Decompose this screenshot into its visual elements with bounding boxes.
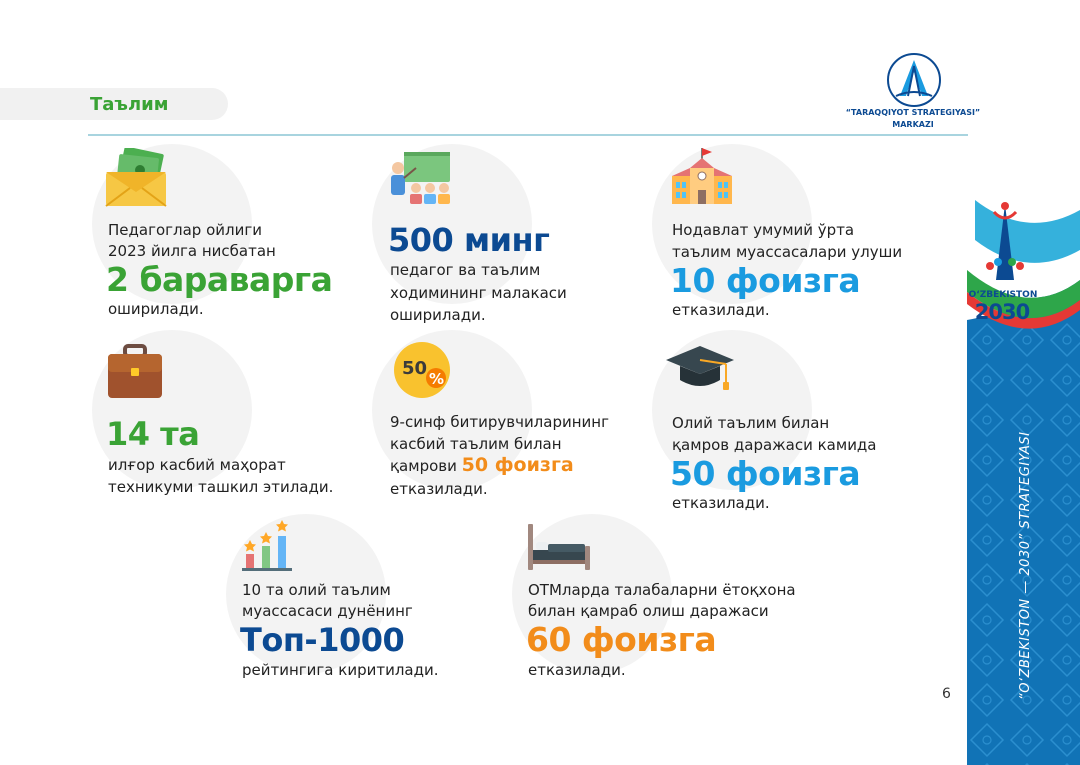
card-text: Педагоглар ойлиги (108, 221, 262, 239)
card-text: ходимининг малакаси (390, 284, 567, 302)
taraqqiyot-logo-icon (886, 52, 942, 108)
card-text: етказилади. (390, 480, 488, 498)
card-highlight: 500 минг (388, 221, 550, 259)
card-text: қамрови (390, 457, 457, 475)
card-highlight: 60 фоизга (526, 620, 717, 659)
uzbekistan-2030-emblem-icon (982, 200, 1028, 290)
card-highlight: Топ-1000 (240, 621, 405, 659)
sidebar-vertical-text: “O‘ZBEKISTON — 2030” STRATEGIYASI (1018, 431, 1033, 700)
rating-chart-icon (240, 518, 294, 572)
card-highlight: 14 та (106, 415, 200, 453)
card-text-line (390, 455, 574, 477)
section-title: Таълим (90, 94, 169, 115)
card-text: 9-синф битирувчиларининг (390, 413, 609, 431)
brand-text-uzbekistan: O‘ZBEKISTON (968, 290, 1038, 300)
header-divider (88, 134, 968, 136)
svg-text:%: % (429, 370, 445, 388)
card-text: муассасаси дунёнинг (242, 602, 413, 620)
brand-text-2030: 2030 (974, 300, 1030, 324)
card-text: етказилади. (672, 301, 770, 319)
card-highlight: 10 фоизга (670, 261, 861, 300)
briefcase-icon (106, 344, 164, 402)
logo-text-line1: “TARAQQIYOT STRATEGIYASI” (845, 108, 981, 117)
card-text: таълим муассасалари улуши (672, 243, 903, 261)
card-text: етказилади. (672, 494, 770, 512)
card-text: етказилади. (528, 661, 626, 679)
teacher-classroom-icon (388, 150, 452, 206)
card-text: 10 та олий таълим (242, 581, 391, 599)
school-building-icon (670, 146, 734, 206)
graduation-cap-icon (664, 344, 736, 394)
card-text: Олий таълим билан (672, 414, 830, 432)
fifty-percent-icon (392, 340, 452, 400)
card-text: ОТМларда талабаларни ётоқхона (528, 581, 796, 599)
card-text: 2023 йилга нисбатан (108, 242, 276, 260)
card-highlight: 2 бараварга (106, 260, 333, 299)
card-text: қамров даражаси камида (672, 436, 877, 454)
money-envelope-icon (104, 148, 168, 208)
card-text: оширилади. (108, 300, 204, 318)
card-text: рейтингига киритилади. (242, 661, 439, 679)
card-highlight: 50 фоизга (670, 454, 861, 493)
card-text: педагог ва таълим (390, 261, 541, 279)
card-text: Нодавлат умумий ўрта (672, 221, 855, 239)
svg-text:50: 50 (402, 358, 428, 379)
card-text: оширилади. (390, 306, 486, 324)
card-text: касбий таълим билан (390, 435, 562, 453)
card-text: техникуми ташкил этилади. (108, 478, 334, 496)
logo-text-line2: MARKAZI (892, 120, 934, 129)
card-highlight: 50 фоизга (461, 454, 574, 476)
page-number: 6 (942, 686, 951, 702)
card-text: билан қамраб олиш даражаси (528, 602, 769, 620)
dormitory-bed-icon (526, 520, 592, 572)
card-text: илғор касбий маҳорат (108, 456, 286, 474)
